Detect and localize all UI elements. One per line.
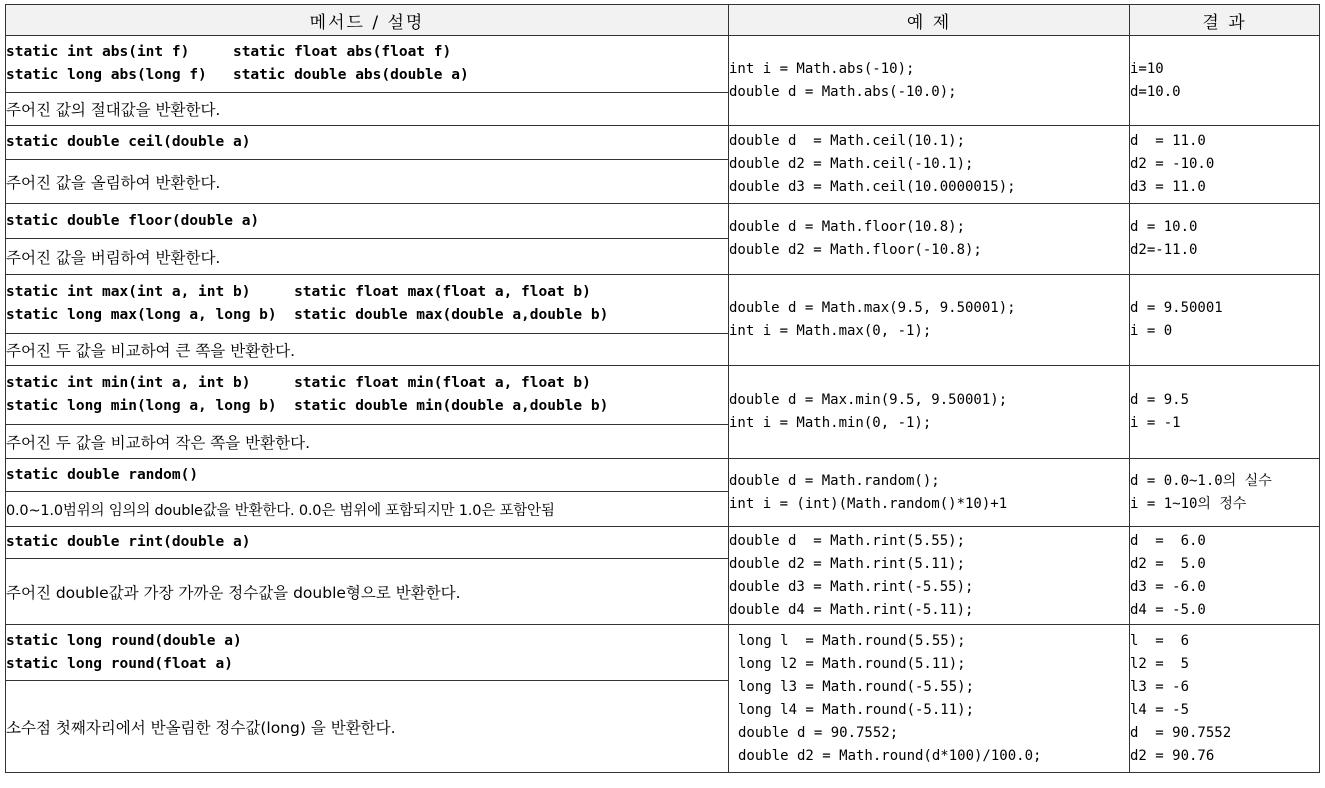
example-code: double d = Math.floor(10.8); double d2 = Math.floor(-10.8); bbox=[729, 204, 1130, 275]
method-description: 주어진 값을 버림하여 반환한다. bbox=[6, 239, 729, 275]
method-description: 주어진 값을 올림하여 반환한다. bbox=[6, 160, 729, 204]
method-signature: static double floor(double a) bbox=[6, 204, 729, 239]
table-row bbox=[6, 459, 1320, 492]
method-signature: static double rint(double a) bbox=[6, 527, 729, 559]
table-row bbox=[6, 625, 1320, 681]
result-value: l = 6 l2 = 5 l3 = -6 l4 = -5 d = 90.7552 d2 = 90.76 bbox=[1130, 625, 1320, 773]
method-signature: static int min(int a, int b) static float min(float a, float b) static long min(long a, long b) static double min(double a,double b) bbox=[6, 366, 729, 425]
result-value: d = 11.0 d2 = -10.0 d3 = 11.0 bbox=[1130, 126, 1320, 204]
example-code: int i = Math.abs(-10); double d = Math.abs(-10.0); bbox=[729, 36, 1130, 126]
example-code: double d = Max.min(9.5, 9.50001); int i = Math.min(0, -1); bbox=[729, 366, 1130, 459]
example-code: long l = Math.round(5.55); long l2 = Math.round(5.11); long l3 = Math.round(-5.55); long l4 = Math.round(-5.11); double d = 90.7552; double d2 = Math.round(d*100)/100.0; bbox=[729, 625, 1130, 773]
header-example: 예 제 bbox=[729, 5, 1130, 36]
method-description: 0.0~1.0범위의 임의의 double값을 반환한다. 0.0은 범위에 포함되지만 1.0은 포함안됨 bbox=[6, 492, 729, 527]
method-description: 주어진 값의 절대값을 반환한다. bbox=[6, 93, 729, 126]
result-value: d = 9.5 i = -1 bbox=[1130, 366, 1320, 459]
method-signature: static int max(int a, int b) static float max(float a, float b) static long max(long a, long b) static double max(double a,double b) bbox=[6, 275, 729, 334]
example-code: double d = Math.ceil(10.1); double d2 = Math.ceil(-10.1); double d3 = Math.ceil(10.0000015); bbox=[729, 126, 1130, 204]
result-value: d = 6.0 d2 = 5.0 d3 = -6.0 d4 = -5.0 bbox=[1130, 527, 1320, 625]
math-methods-table bbox=[5, 4, 1320, 773]
table-row bbox=[6, 527, 1320, 559]
header-row bbox=[6, 5, 1320, 36]
method-signature: static int abs(int f) static float abs(float f) static long abs(long f) static double abs(double a) bbox=[6, 36, 729, 93]
header-method: 메서드 / 설명 bbox=[6, 5, 729, 36]
result-value: d = 10.0 d2=-11.0 bbox=[1130, 204, 1320, 275]
example-code: double d = Math.rint(5.55); double d2 = Math.rint(5.11); double d3 = Math.rint(-5.55); double d4 = Math.rint(-5.11); bbox=[729, 527, 1130, 625]
method-description: 주어진 두 값을 비교하여 큰 쪽을 반환한다. bbox=[6, 334, 729, 366]
table-row bbox=[6, 366, 1320, 425]
result-value: d = 0.0~1.0의 실수 i = 1~10의 정수 bbox=[1130, 459, 1320, 527]
table-row bbox=[6, 275, 1320, 334]
method-signature: static double ceil(double a) bbox=[6, 126, 729, 160]
result-value: d = 9.50001 i = 0 bbox=[1130, 275, 1320, 366]
method-description: 소수점 첫째자리에서 반올림한 정수값(long) 을 반환한다. bbox=[6, 681, 729, 773]
table-row bbox=[6, 126, 1320, 160]
table-row bbox=[6, 36, 1320, 93]
example-code: double d = Math.random(); int i = (int)(Math.random()*10)+1 bbox=[729, 459, 1130, 527]
method-description: 주어진 double값과 가장 가까운 정수값을 double형으로 반환한다. bbox=[6, 559, 729, 625]
header-result: 결 과 bbox=[1130, 5, 1320, 36]
table-row bbox=[6, 204, 1320, 239]
result-value: i=10 d=10.0 bbox=[1130, 36, 1320, 126]
method-signature: static double random() bbox=[6, 459, 729, 492]
method-description: 주어진 두 값을 비교하여 작은 쪽을 반환한다. bbox=[6, 425, 729, 459]
method-signature: static long round(double a) static long round(float a) bbox=[6, 625, 729, 681]
example-code: double d = Math.max(9.5, 9.50001); int i = Math.max(0, -1); bbox=[729, 275, 1130, 366]
